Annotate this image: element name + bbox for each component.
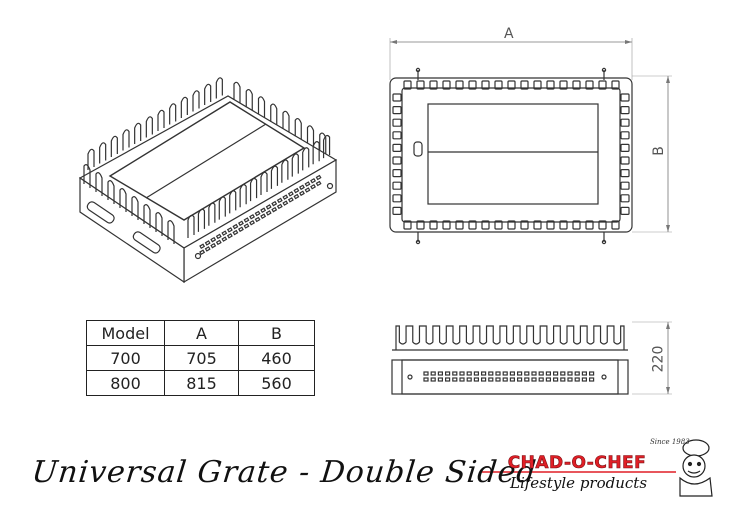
vent-slot <box>532 372 536 375</box>
plan-tooth <box>621 144 629 151</box>
vent-slot <box>474 378 478 381</box>
dim-b-label: B <box>650 146 667 156</box>
table-cell: 815 <box>165 371 239 396</box>
front-elevation-view <box>392 322 672 394</box>
vent-slot <box>539 378 543 381</box>
dim-220-label: 220 <box>650 345 667 373</box>
plan-tooth <box>621 195 629 202</box>
vent-slot <box>561 372 565 375</box>
vent-slot <box>546 378 550 381</box>
plan-tooth <box>621 119 629 126</box>
table-cell: 460 <box>239 346 315 371</box>
logo-brand: CHAD-O-CHEF <box>507 453 647 473</box>
vent-slot <box>568 378 572 381</box>
plan-tooth <box>621 107 629 114</box>
iso-tooth <box>111 136 117 157</box>
plan-tooth <box>393 144 401 151</box>
iso-tooth <box>193 91 199 112</box>
page-title: Universal Grate - Double Sided <box>30 455 539 490</box>
plan-tooth <box>393 207 401 214</box>
front-panel <box>402 360 618 394</box>
iso-tooth <box>135 123 141 144</box>
plan-tooth <box>621 207 629 214</box>
vent-slot <box>446 372 450 375</box>
vent-slot <box>518 372 522 375</box>
vent-slot <box>431 372 435 375</box>
iso-tooth <box>170 104 176 125</box>
plan-tooth <box>393 107 401 114</box>
front-tines <box>396 326 624 350</box>
vent-slot <box>424 372 428 375</box>
table-cell: 705 <box>165 346 239 371</box>
vent-slot <box>561 378 565 381</box>
vent-slot <box>453 378 457 381</box>
plan-grill-plate <box>428 104 598 204</box>
front-box <box>392 360 628 394</box>
vent-slot <box>482 378 486 381</box>
vent-slot <box>474 372 478 375</box>
front-knob-left <box>408 375 412 379</box>
vent-slot <box>539 372 543 375</box>
vent-slot <box>438 372 442 375</box>
logo-tagline: Lifestyle products <box>510 474 648 492</box>
vent-slot <box>525 378 529 381</box>
vent-slot <box>424 378 428 381</box>
vent-slot <box>590 378 594 381</box>
plan-tooth <box>393 157 401 164</box>
dim-a-label: A <box>504 26 514 42</box>
plan-inner-frame <box>402 88 620 222</box>
iso-tooth <box>123 130 129 151</box>
header-a: A <box>165 321 239 346</box>
vent-slot <box>482 372 486 375</box>
header-model: Model <box>87 321 165 346</box>
vent-slot <box>489 378 493 381</box>
vent-slot <box>532 378 536 381</box>
plan-tooth <box>393 182 401 189</box>
table-cell: 700 <box>87 346 165 371</box>
vent-slot <box>575 372 579 375</box>
iso-tooth <box>146 117 152 138</box>
vent-slot <box>446 378 450 381</box>
vent-slot <box>590 372 594 375</box>
table-cell: 560 <box>239 371 315 396</box>
vent-slot <box>496 372 500 375</box>
vent-slot <box>554 372 558 375</box>
vent-slot <box>438 378 442 381</box>
logo-since: Since 1983 <box>650 438 690 446</box>
vent-slot <box>431 378 435 381</box>
plan-tooth <box>621 170 629 177</box>
vent-slot <box>554 378 558 381</box>
plan-tooth <box>393 94 401 101</box>
iso-tooth <box>100 143 106 164</box>
header-b: B <box>239 321 315 346</box>
plan-tooth <box>393 195 401 202</box>
vent-slot <box>518 378 522 381</box>
plan-tooth <box>621 132 629 139</box>
front-teeth <box>396 326 624 350</box>
vent-slot <box>489 372 493 375</box>
vent-slot <box>582 372 586 375</box>
isometric-view <box>80 78 336 282</box>
vent-slot <box>460 372 464 375</box>
plan-outer-frame <box>390 78 632 232</box>
vent-slot <box>503 372 507 375</box>
vent-slot <box>510 372 514 375</box>
vent-slot <box>546 372 550 375</box>
iso-tooth <box>181 97 187 118</box>
plan-tooth <box>393 119 401 126</box>
iso-tooth <box>205 84 211 105</box>
table-cell: 800 <box>87 371 165 396</box>
plan-tooth <box>393 170 401 177</box>
table-row <box>87 371 315 396</box>
plan-tooth <box>393 132 401 139</box>
vent-slot <box>467 372 471 375</box>
plan-tooth <box>621 157 629 164</box>
plan-handle <box>414 142 422 156</box>
spec-table <box>86 320 315 396</box>
plan-tooth <box>621 182 629 189</box>
vent-slot <box>582 378 586 381</box>
plan-view <box>390 38 672 244</box>
vent-slot <box>575 378 579 381</box>
plan-tooth <box>621 94 629 101</box>
vent-slot <box>525 372 529 375</box>
vent-slot <box>460 378 464 381</box>
front-knob-right <box>602 375 606 379</box>
chef-mascot-icon <box>680 440 712 496</box>
iso-tooth <box>216 78 222 99</box>
plan-feet <box>416 68 605 243</box>
front-vent-slots <box>424 372 594 381</box>
vent-slot <box>568 372 572 375</box>
table-row <box>87 346 315 371</box>
vent-slot <box>496 378 500 381</box>
vent-slot <box>453 372 457 375</box>
vent-slot <box>467 378 471 381</box>
vent-slot <box>510 378 514 381</box>
vent-slot <box>503 378 507 381</box>
table-header-row <box>87 321 315 346</box>
iso-tooth <box>158 110 164 131</box>
